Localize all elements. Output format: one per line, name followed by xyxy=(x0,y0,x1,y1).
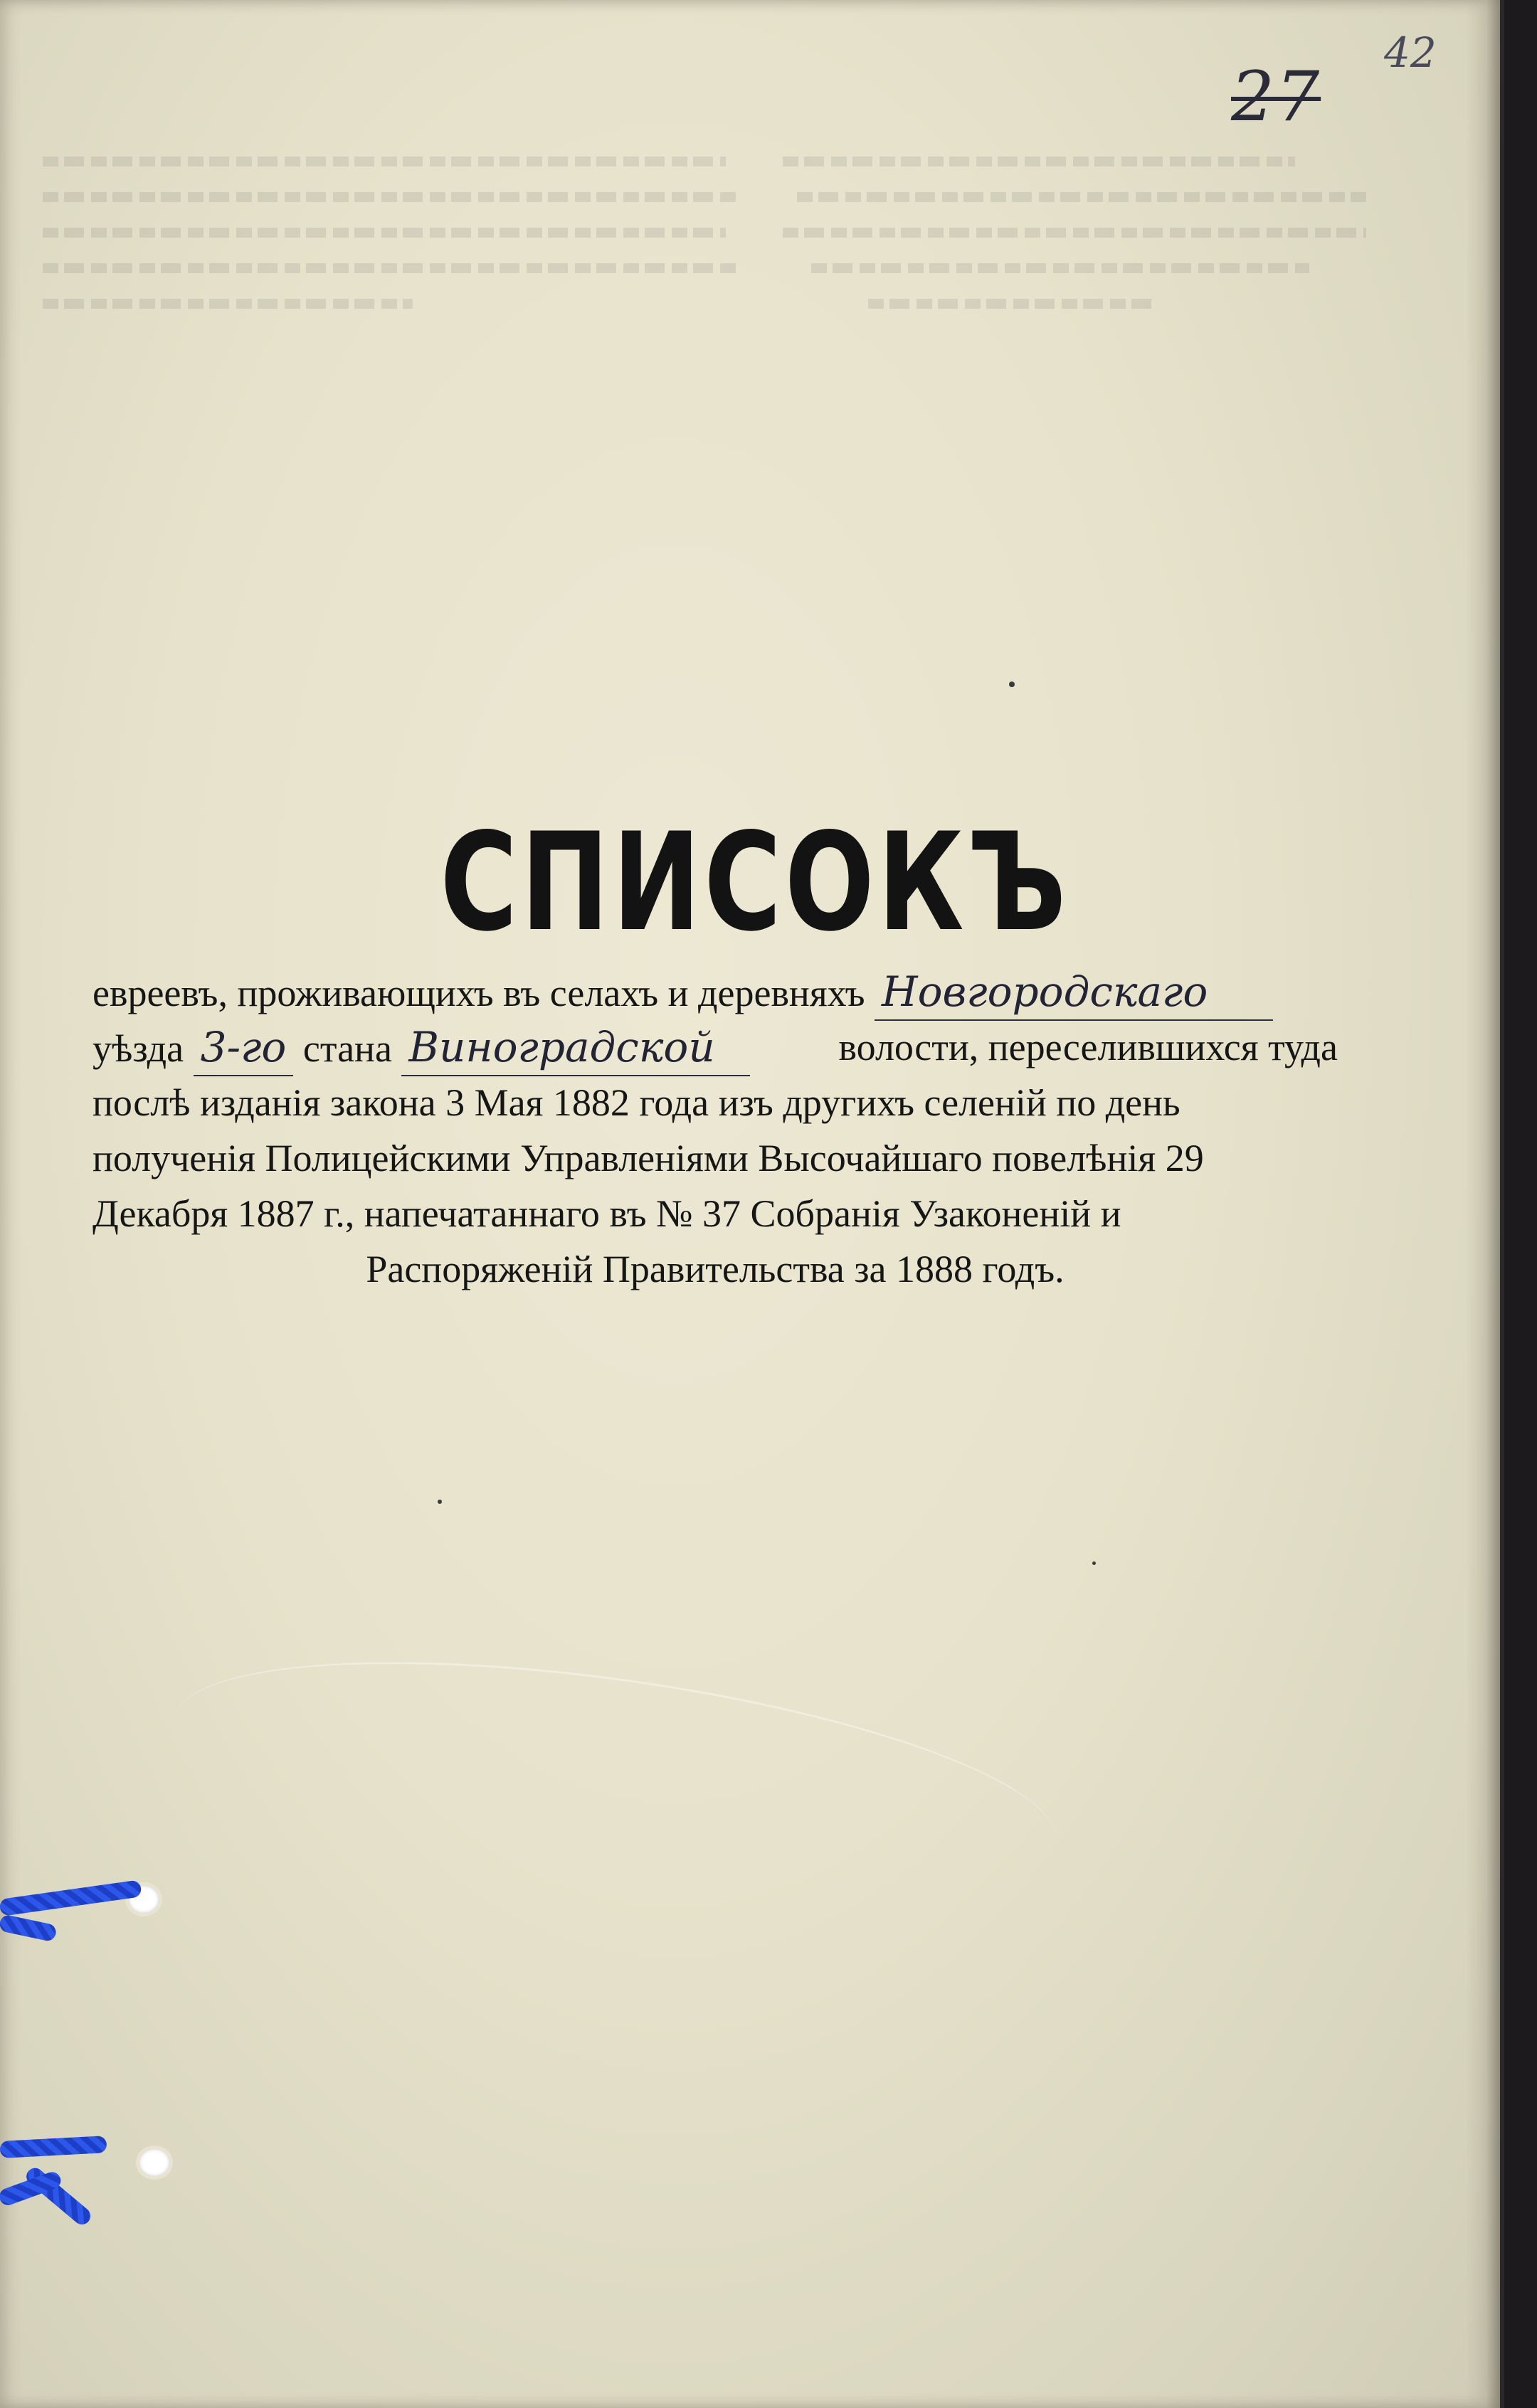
text-line-1 xyxy=(93,964,1338,1019)
binding-hole xyxy=(139,2148,170,2177)
binding-thread xyxy=(0,1914,58,1942)
document-title: СПИСОКЪ xyxy=(440,804,1070,961)
line-2-after: волости, переселившихся туда xyxy=(838,1026,1338,1068)
binding-bottom xyxy=(0,2120,185,2227)
page-number-corrected: 27 xyxy=(1231,57,1321,137)
handwritten-stan: 3-го xyxy=(194,1019,294,1076)
text-line-4 xyxy=(93,1130,1338,1186)
paper-crease xyxy=(161,1618,1069,1941)
text-line-6 xyxy=(93,1241,1338,1297)
bleed-through-text xyxy=(43,142,1395,356)
line-5-text: Декабря 1887 г., напечатаннаго въ № 37 Собранія Узаконеній и xyxy=(93,1192,1121,1235)
line-4-text: полученія Полицейскими Управленіями Высочайшаго повелѣнія 29 xyxy=(93,1137,1204,1179)
text-line-2 xyxy=(93,1019,1338,1075)
text-line-5 xyxy=(93,1186,1338,1241)
ink-speck xyxy=(1009,681,1015,687)
line-6-text: Распоряженій Правительства за 1888 годъ. xyxy=(366,1248,1065,1290)
line-2-prefix: уѣзда xyxy=(93,1027,184,1070)
line-3-text: послѣ изданія закона 3 Мая 1882 года изъ другихъ селеній по день xyxy=(93,1081,1181,1124)
ink-speck xyxy=(1092,1561,1096,1565)
handwritten-uyezd: Новгородскаго xyxy=(875,964,1273,1021)
page-edge xyxy=(1466,0,1500,2408)
line-1-text: евреевъ, проживающихъ въ селахъ и деревняхъ xyxy=(93,972,865,1014)
page-number-corner: 42 xyxy=(1384,28,1437,77)
document-body xyxy=(93,964,1338,1297)
archive-page-number xyxy=(1231,28,1444,137)
binding-top xyxy=(0,1871,185,1978)
handwritten-volost: Виноградской xyxy=(401,1019,750,1076)
binding-thread xyxy=(0,1879,142,1916)
text-line-3 xyxy=(93,1075,1338,1130)
binding-thread xyxy=(0,2136,107,2158)
ink-speck xyxy=(438,1500,442,1504)
line-2-middle: стана xyxy=(302,1027,392,1070)
